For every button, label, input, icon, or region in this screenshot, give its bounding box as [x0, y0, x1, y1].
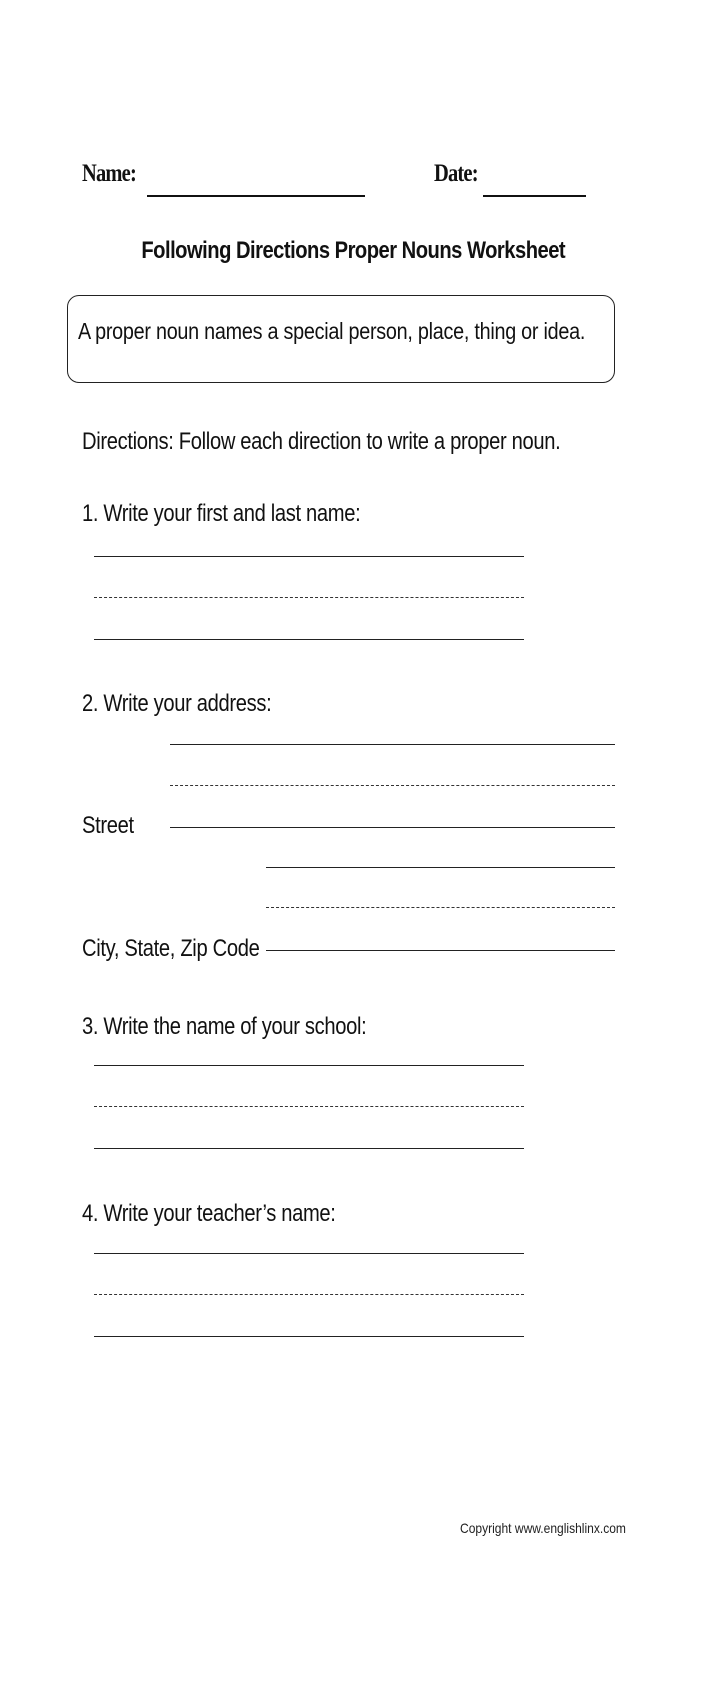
question-4-label: 4. Write your teacher’s name: [82, 1200, 336, 1227]
city-state-zip-label: City, State, Zip Code [82, 935, 260, 962]
street-base-line[interactable] [170, 827, 615, 828]
directions-text: Directions: Follow each direction to write a proper noun. [82, 428, 561, 455]
date-label: Date: [434, 160, 478, 187]
q1-top-line[interactable] [94, 556, 524, 557]
question-2-label: 2. Write your address: [82, 690, 272, 717]
definition-box [67, 295, 615, 383]
worksheet-title: Following Directions Proper Nouns Worksheet [141, 237, 565, 264]
name-label: Name: [82, 160, 136, 187]
date-underline[interactable] [483, 195, 586, 197]
definition-text: A proper noun names a special person, place, thing or idea. [78, 318, 586, 344]
question-3-label: 3. Write the name of your school: [82, 1013, 367, 1040]
street-mid-dashed-line[interactable] [170, 785, 615, 786]
street-label: Street [82, 812, 134, 839]
q4-top-line[interactable] [94, 1253, 524, 1254]
q1-base-line[interactable] [94, 639, 524, 640]
copyright-text: Copyright www.englishlinx.com [460, 1520, 626, 1536]
city-base-line[interactable] [266, 950, 615, 951]
q3-base-line[interactable] [94, 1148, 524, 1149]
question-1-label: 1. Write your first and last name: [82, 500, 361, 527]
q3-top-line[interactable] [94, 1065, 524, 1066]
q4-base-line[interactable] [94, 1336, 524, 1337]
q3-mid-dashed-line[interactable] [94, 1106, 524, 1107]
city-top-line[interactable] [266, 867, 615, 868]
q4-mid-dashed-line[interactable] [94, 1294, 524, 1295]
city-mid-dashed-line[interactable] [266, 907, 615, 908]
q1-mid-dashed-line[interactable] [94, 597, 524, 598]
street-top-line[interactable] [170, 744, 615, 745]
name-underline[interactable] [147, 195, 365, 197]
